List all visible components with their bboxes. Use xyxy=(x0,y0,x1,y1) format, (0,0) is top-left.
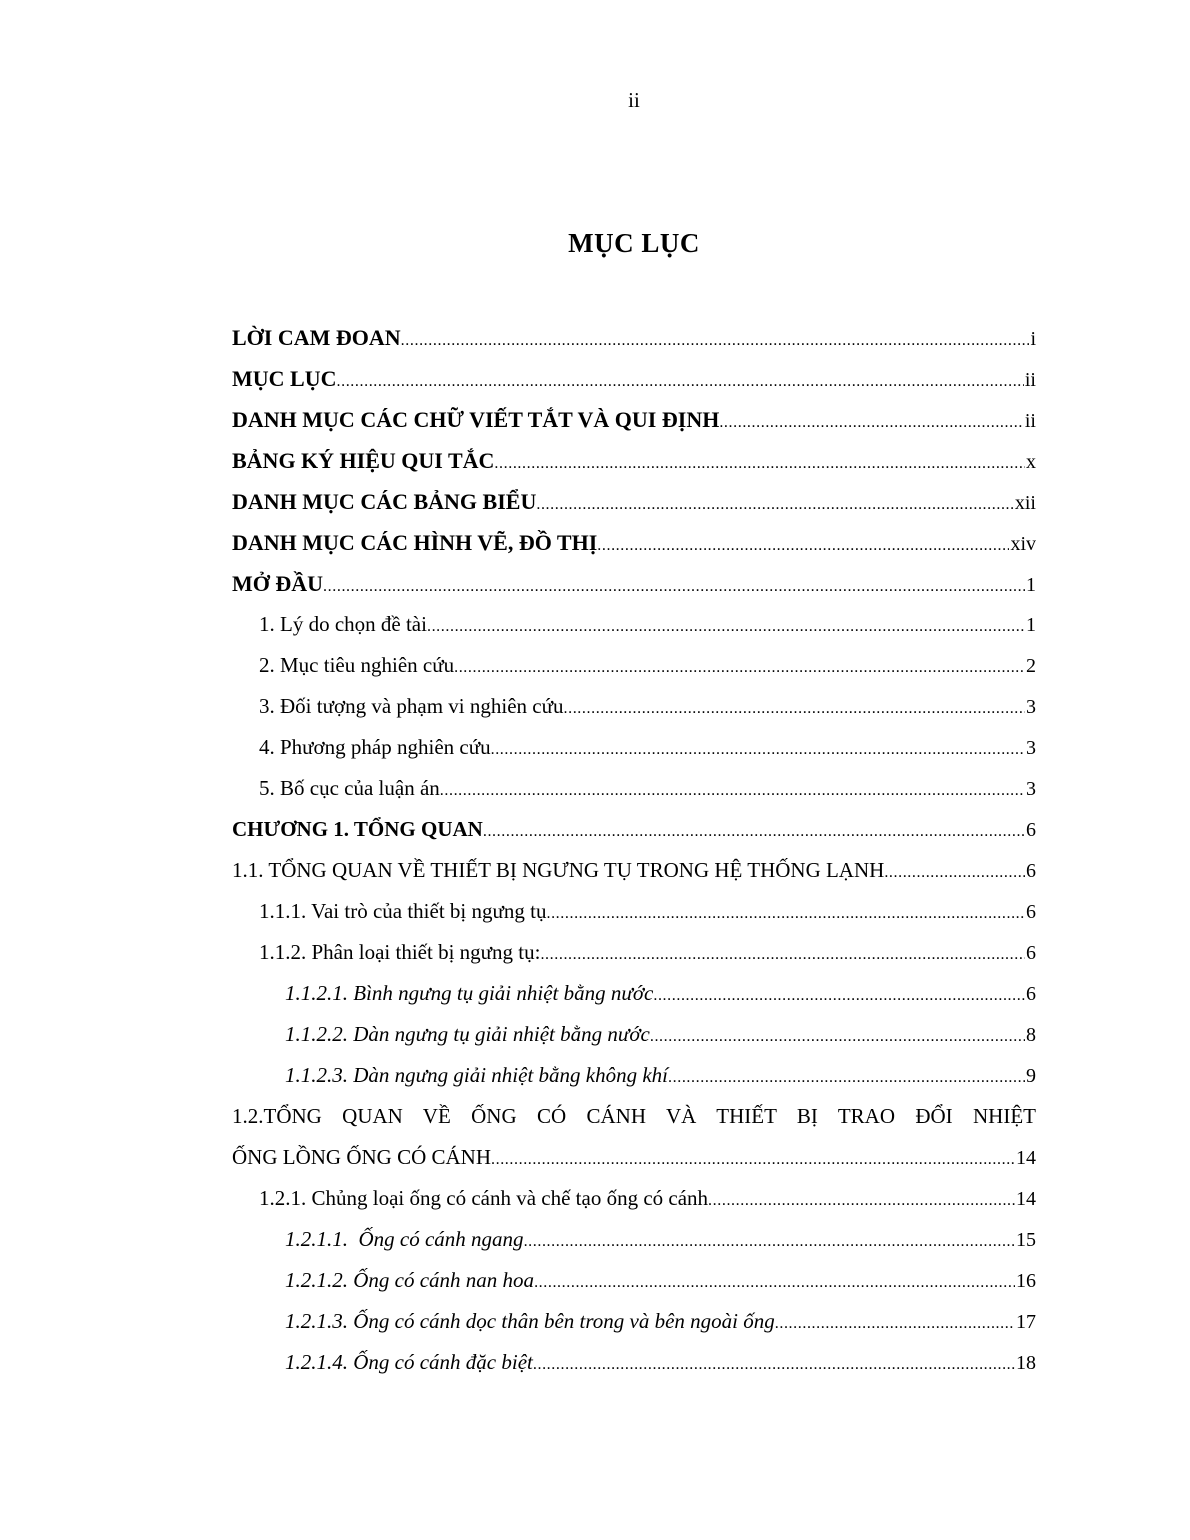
toc-entry-page: xiv xyxy=(1010,533,1036,555)
toc-entry-label: 1.1.2.1. Bình ngưng tụ giải nhiệt bằng nước xyxy=(285,981,654,1005)
dot-leader xyxy=(491,1139,1015,1178)
page-number: ii xyxy=(628,88,640,112)
toc-entry-page: 6 xyxy=(1026,901,1036,923)
toc-entry-page: i xyxy=(1030,328,1036,350)
toc-entry-page: ii xyxy=(1024,369,1036,391)
toc-entry-label: 1.2.1. Chủng loại ống có cánh và chế tạo ống có cánh xyxy=(259,1186,709,1210)
toc-entry-chuong-1[interactable] xyxy=(232,809,1036,850)
toc-entry-1-1-2-3[interactable] xyxy=(232,1055,1036,1096)
toc-entry-mo-dau[interactable] xyxy=(232,563,1036,604)
dot-leader xyxy=(534,1262,1015,1301)
toc-entry-page: 1 xyxy=(1026,614,1036,636)
toc-entry-label: 1.1.2.3. Dàn ngưng giải nhiệt bằng không khí xyxy=(285,1063,669,1087)
toc-entry-doi-tuong[interactable] xyxy=(232,686,1036,727)
dot-leader xyxy=(546,893,1025,932)
toc-entry-label: 4. Phương pháp nghiên cứu xyxy=(259,735,491,759)
toc-entry-page: 3 xyxy=(1026,696,1036,718)
toc-entry-label: 1.1.1. Vai trò của thiết bị ngưng tụ xyxy=(259,899,547,923)
toc-entry-page: 17 xyxy=(1016,1311,1036,1333)
dot-leader xyxy=(650,1016,1025,1055)
dot-leader xyxy=(775,1303,1015,1342)
toc-entry-page: 1 xyxy=(1026,574,1036,596)
toc-entry-label: BẢNG KÝ HIỆU QUI TẮC xyxy=(232,448,495,473)
toc-entry-page: 6 xyxy=(1026,942,1036,964)
toc-entry-danh-muc-chu-viet-tat[interactable] xyxy=(232,399,1036,440)
toc-entry-page: 16 xyxy=(1016,1270,1036,1292)
dot-leader xyxy=(337,361,1024,399)
toc-entry-page: 2 xyxy=(1026,655,1036,677)
dot-leader xyxy=(427,606,1025,645)
toc-entry-1-2-1-1[interactable] xyxy=(232,1219,1036,1260)
toc-entry-page: 9 xyxy=(1026,1065,1036,1087)
toc-entry-page: 14 xyxy=(1016,1147,1036,1169)
toc-entry-page: 6 xyxy=(1026,860,1036,882)
toc-entry-loi-cam-doan[interactable] xyxy=(232,317,1036,358)
dot-leader xyxy=(597,525,1009,563)
toc-entry-1-2-1-4[interactable] xyxy=(232,1342,1036,1383)
toc-entry-1-2-1-3[interactable] xyxy=(232,1301,1036,1342)
toc-entry-1-1-2-1[interactable] xyxy=(232,973,1036,1014)
toc-entry-page: x xyxy=(1026,451,1036,473)
dot-leader xyxy=(524,1221,1015,1260)
dot-leader xyxy=(536,484,1014,522)
dot-leader xyxy=(564,688,1026,727)
toc-entry-label: 1.2.TỔNG QUAN VỀ ỐNG CÓ CÁNH VÀ THIẾT BỊ TRAO ĐỔI NHIỆT xyxy=(232,1104,1036,1128)
toc-entry-page: 6 xyxy=(1026,819,1036,841)
dot-leader xyxy=(454,647,1025,686)
toc-entry-label: DANH MỤC CÁC CHỮ VIẾT TẮT VÀ QUI ĐỊNH xyxy=(232,407,720,432)
toc-entry-label: 5. Bố cục của luận án xyxy=(259,776,440,800)
toc-entry-label: MỞ ĐẦU xyxy=(232,571,324,596)
toc-entry-page: 6 xyxy=(1026,983,1036,1005)
toc-entry-label: 1.1. TỔNG QUAN VỀ THIẾT BỊ NGƯNG TỤ TRONG HỆ THỐNG LẠNH xyxy=(232,858,885,882)
toc-entry-page: 14 xyxy=(1016,1188,1036,1210)
toc-entry-label: 1.1.2. Phân loại thiết bị ngưng tụ: xyxy=(259,940,541,964)
table-of-contents xyxy=(232,317,1036,1383)
toc-entry-page: 15 xyxy=(1016,1229,1036,1251)
dot-leader xyxy=(401,320,1030,358)
toc-entry-label: 1. Lý do chọn đề tài xyxy=(259,612,427,636)
toc-entry-phuong-phap[interactable] xyxy=(232,727,1036,768)
dot-leader xyxy=(708,1180,1015,1219)
dot-leader xyxy=(540,934,1025,973)
dot-leader xyxy=(719,402,1024,440)
toc-entry-1-1-2-2[interactable] xyxy=(232,1014,1036,1055)
toc-entry-label: ỐNG LỒNG ỐNG CÓ CÁNH xyxy=(232,1145,491,1169)
toc-entry-label: LỜI CAM ĐOAN xyxy=(232,325,401,350)
dot-leader xyxy=(491,729,1025,768)
toc-entry-1-1[interactable] xyxy=(232,850,1036,891)
toc-entry-label: 1.2.1.2. Ống có cánh nan hoa xyxy=(285,1268,535,1292)
toc-entry-page: 18 xyxy=(1016,1352,1036,1374)
toc-entry-label: 1.2.1.4. Ống có cánh đặc biệt xyxy=(285,1350,533,1374)
dot-leader xyxy=(668,1057,1025,1096)
toc-entry-danh-muc-hinh-ve[interactable] xyxy=(232,522,1036,563)
toc-entry-label: DANH MỤC CÁC HÌNH VẼ, ĐỒ THỊ xyxy=(232,530,598,555)
dot-leader xyxy=(884,852,1025,891)
toc-entry-page: 3 xyxy=(1026,737,1036,759)
dot-leader xyxy=(494,443,1025,481)
toc-entry-label: MỤC LỤC xyxy=(232,366,337,391)
toc-entry-label: 1.1.2.2. Dàn ngưng tụ giải nhiệt bằng nước xyxy=(285,1022,650,1046)
dot-leader xyxy=(323,566,1025,604)
page-title: MỤC LỤC xyxy=(568,228,700,258)
toc-entry-bang-ky-hieu[interactable] xyxy=(232,440,1036,481)
toc-entry-1-2-1[interactable] xyxy=(232,1178,1036,1219)
dot-leader xyxy=(483,811,1025,850)
dot-leader xyxy=(653,975,1025,1014)
toc-entry-page: ii xyxy=(1024,410,1036,432)
toc-entry-page: 3 xyxy=(1026,778,1036,800)
dot-leader xyxy=(440,770,1025,809)
toc-entry-label: 3. Đối tượng và phạm vi nghiên cứu xyxy=(259,694,564,718)
toc-entry-label: 1.2.1.3. Ống có cánh dọc thân bên trong và bên ngoài ống xyxy=(285,1309,775,1333)
toc-entry-1-2[interactable] xyxy=(232,1137,1036,1178)
toc-entry-danh-muc-bang-bieu[interactable] xyxy=(232,481,1036,522)
toc-entry-muc-luc[interactable] xyxy=(232,358,1036,399)
toc-entry-muc-tieu[interactable] xyxy=(232,645,1036,686)
toc-entry-label: DANH MỤC CÁC BẢNG BIỂU xyxy=(232,489,537,514)
toc-entry-label: 2. Mục tiêu nghiên cứu xyxy=(259,653,455,677)
toc-entry-label: 1.2.1.1. Ống có cánh ngang xyxy=(285,1227,524,1251)
toc-entry-page: 8 xyxy=(1026,1024,1036,1046)
toc-entry-label: CHƯƠNG 1. TỔNG QUAN xyxy=(232,817,483,841)
toc-entry-page: xii xyxy=(1014,492,1036,514)
toc-entry-ly-do[interactable] xyxy=(232,604,1036,645)
toc-entry-1-2-1-2[interactable] xyxy=(232,1260,1036,1301)
toc-entry-1-1-1[interactable] xyxy=(232,891,1036,932)
toc-entry-1-1-2[interactable] xyxy=(232,932,1036,973)
toc-entry-bo-cuc[interactable] xyxy=(232,768,1036,809)
dot-leader xyxy=(533,1344,1015,1383)
toc-entry-1-2-line1[interactable] xyxy=(232,1096,1036,1137)
